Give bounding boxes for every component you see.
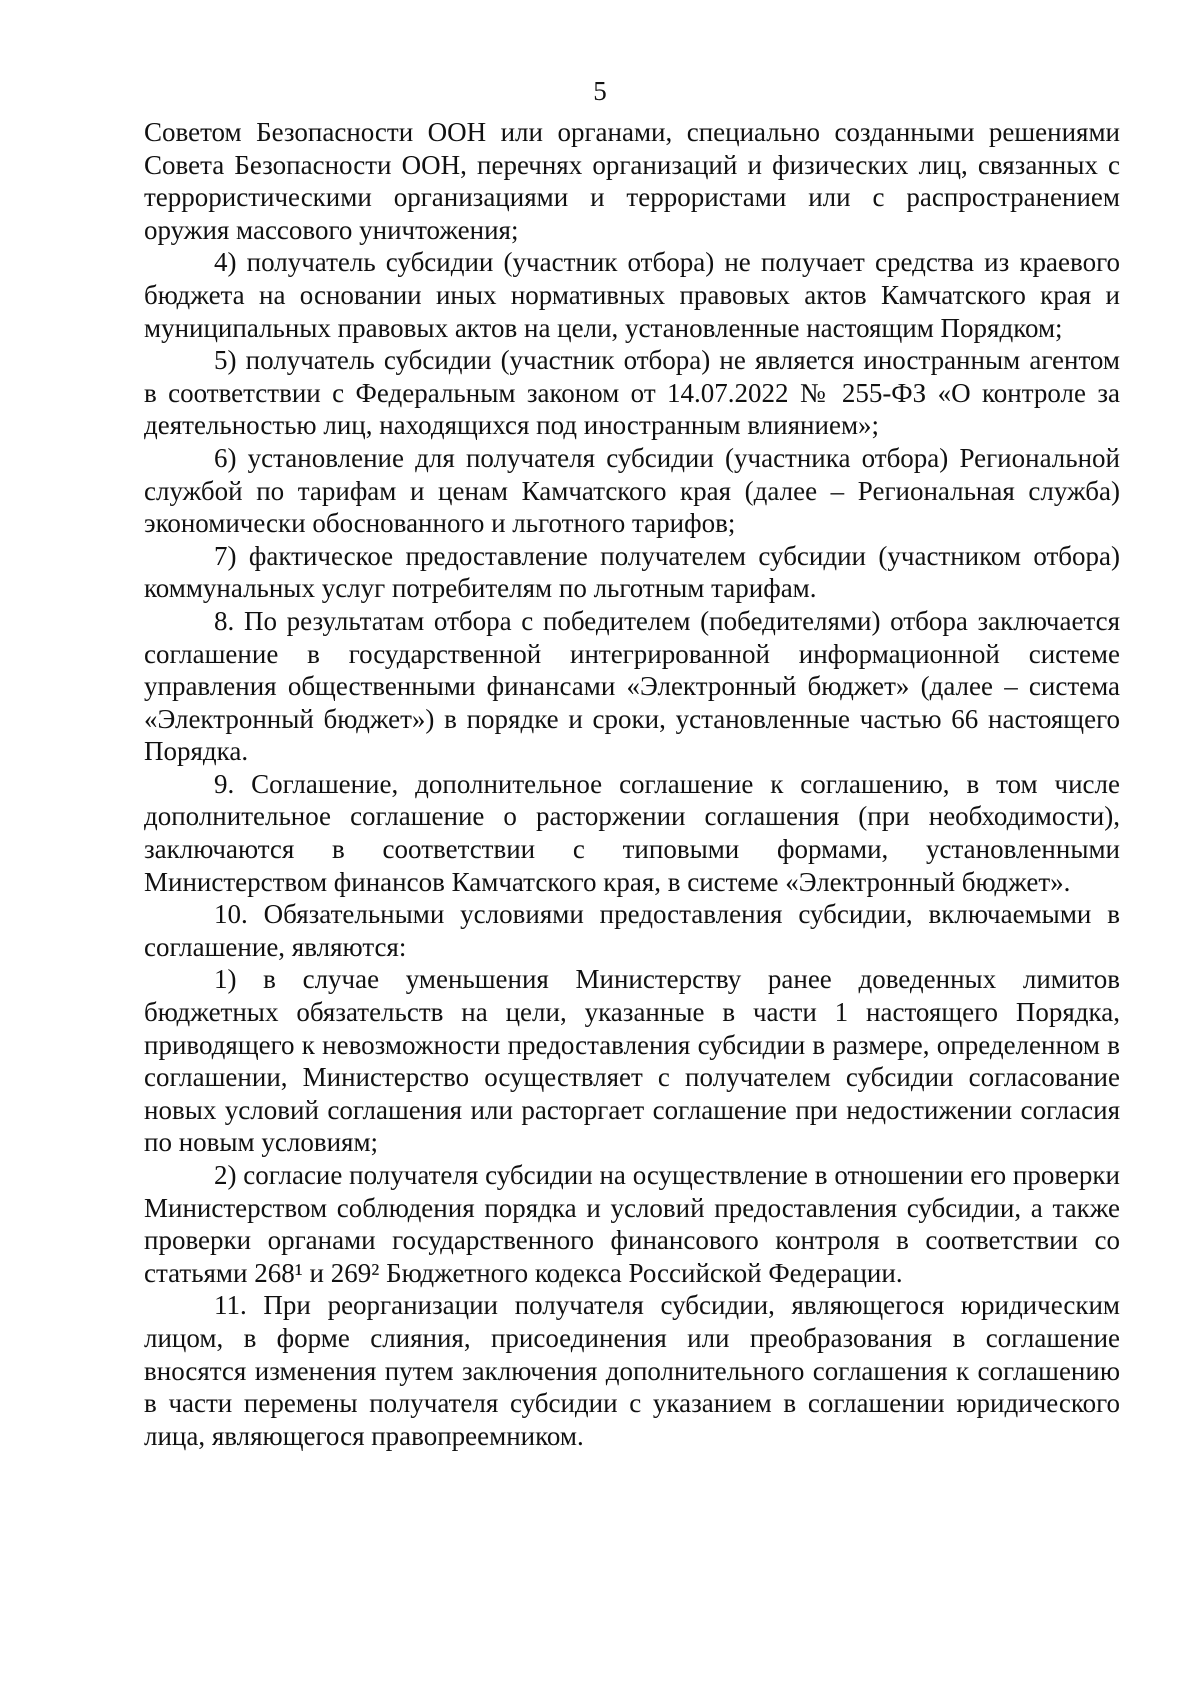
paragraph-7: 9. Соглашение, дополнительное соглашение к соглашению, в том числе дополнительное соглашение о расторжении соглашения (при необходимости), заключаются в соответствии с типовыми формами, установленными Министерством финансов Камчатского края, в системе «Электронный бюджет». (144, 768, 1120, 897)
page-number: 5 (593, 76, 607, 106)
paragraph-4: 6) установление для получателя субсидии (участника отбора) Региональной службой по тарифам и ценам Камчатского края (далее – Региональная служба) экономически обоснованного и льготного тарифов; (144, 442, 1120, 539)
paragraph-5: 7) фактическое предоставление получателем субсидии (участником отбора) коммунальных услуг потребителям по льготным тарифам. (144, 540, 1120, 604)
paragraph-6: 8. По результатам отбора с победителем (победителями) отбора заключается соглашение в государственной интегрированной информационной системе управления общественными финансами «Электронный бюджет» (далее – система «Электронный бюджет») в порядке и сроки, установленные частью 66 настоящего Порядка. (144, 605, 1120, 767)
paragraph-9: 1) в случае уменьшения Министерству ранее доведенных лимитов бюджетных обязательств на цели, указанные в части 1 настоящего Порядка, приводящего к невозможности предоставления субсидии в размере, определенном в соглашении, Министерство осуществляет с получателем субсидии согласование новых условий соглашения или расторгает соглашение при недостижении согласия по новым условиям; (144, 964, 1120, 1158)
document-body (144, 116, 1120, 1452)
paragraph-8: 10. Обязательными условиями предоставления субсидии, включаемыми в соглашение, являются: (144, 899, 1120, 962)
paragraph-10: 2) согласие получателя субсидии на осуществление в отношении его проверки Министерством соблюдения порядка и условий предоставления субсидии, а также проверки органами государственного финансового контроля в соответствии со статьями 268¹ и 269² Бюджетного кодекса Российской Федерации. (144, 1160, 1120, 1288)
paragraph-1: Советом Безопасности ООН или органами, специально созданными решениями Совета Безопасности ООН, перечнях организаций и физических лиц, связанных с террористическими организациями и террористами или с распространением оружия массового уничтожения; (144, 117, 1120, 245)
paragraph-11: 11. При реорганизации получателя субсидии, являющегося юридическим лицом, в форме слияния, присоединения или преобразования в соглашение вносятся изменения путем заключения дополнительного соглашения к соглашению в части перемены получателя субсидии с указанием в соглашении юридического лица, являющегося правопреемником. (144, 1290, 1120, 1451)
paragraph-3: 5) получатель субсидии (участник отбора) не является иностранным агентом в соответствии с Федеральным законом от 14.07.2022 № 255-ФЗ «О контроле за деятельностью лиц, находящихся под иностранным влиянием»; (144, 345, 1120, 441)
paragraph-2: 4) получатель субсидии (участник отбора) не получает средства из краевого бюджета на основании иных нормативных правовых актов Камчатского края и муниципальных правовых актов на цели, установленные настоящим Порядком; (144, 247, 1120, 343)
